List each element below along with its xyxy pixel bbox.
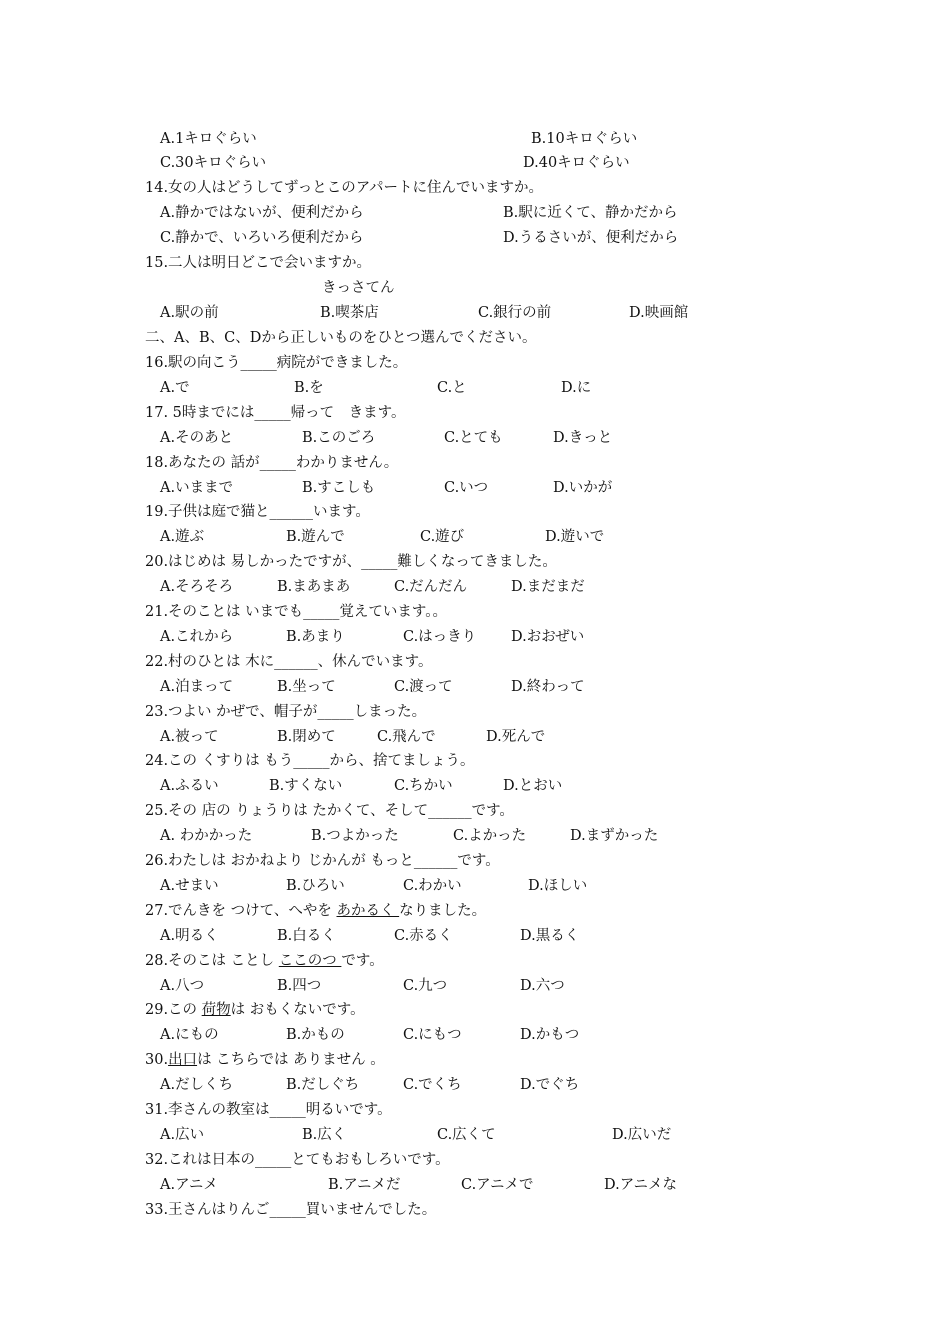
q14-option-d[interactable]: D.うるさいが、便利だから	[503, 230, 679, 246]
q16-option-b[interactable]: B.を	[294, 380, 324, 396]
q18-stem: 18.あなたの 話が_____わかりません。	[145, 455, 399, 471]
q16-question	[0, 351, 950, 373]
q19-option-d[interactable]: D.遊いで	[545, 529, 605, 545]
q22-option-b[interactable]: B.坐って	[277, 679, 336, 695]
q13-option-b[interactable]: B.10キロぐらい	[531, 131, 638, 147]
q32-option-b[interactable]: B.アニメだ	[328, 1177, 401, 1193]
q29-question	[0, 998, 950, 1020]
q30-stem-post: は こちらでは ありません 。	[197, 1052, 385, 1068]
q22-options	[0, 675, 950, 697]
q26-option-c[interactable]: C.わかい	[403, 878, 462, 894]
q27-option-a[interactable]: A.明るく	[160, 928, 219, 944]
q29-option-c[interactable]: C.にもつ	[403, 1027, 462, 1043]
q20-option-d[interactable]: D.まだまだ	[511, 579, 585, 595]
q32-stem: 32.これは日本の_____とてもおもしろいです。	[145, 1152, 450, 1168]
q23-option-d[interactable]: D.死んで	[486, 729, 546, 745]
q31-question	[0, 1098, 950, 1120]
q30-options	[0, 1073, 950, 1095]
q30-stem	[145, 1048, 385, 1069]
q28-option-b[interactable]: B.四つ	[277, 978, 322, 994]
q21-stem: 21.そのことは いまでも_____覚えています。。	[145, 604, 448, 620]
q32-option-a[interactable]: A.アニメ	[160, 1177, 218, 1193]
q21-option-a[interactable]: A.これから	[160, 629, 234, 645]
q14-option-c[interactable]: C.静かで、いろいろ便利だから	[160, 230, 364, 246]
q28-question	[0, 949, 950, 971]
q14-question	[0, 176, 950, 198]
q28-option-c[interactable]: C.九つ	[403, 978, 448, 994]
q17-option-a[interactable]: A.そのあと	[160, 430, 234, 446]
q28-option-a[interactable]: A.八つ	[160, 978, 205, 994]
q24-question	[0, 749, 950, 771]
q14-stem: 14.女の人はどうしてずっとこのアパートに住んでいますか。	[145, 180, 544, 196]
q19-option-a[interactable]: A.遊ぶ	[160, 529, 205, 545]
q22-question	[0, 650, 950, 672]
q33-stem: 33.王さんはりんご_____買いませんでした。	[145, 1202, 437, 1218]
q19-option-c[interactable]: C.遊び	[420, 529, 465, 545]
q25-stem: 25.その 店の りょうりは たかくて、そして______です。	[145, 803, 514, 819]
q21-question	[0, 600, 950, 622]
q23-option-a[interactable]: A.被って	[160, 729, 219, 745]
q19-stem: 19.子供は庭で猫と______います。	[145, 504, 370, 520]
q27-question	[0, 899, 950, 921]
q27-stem	[145, 899, 486, 920]
q30-option-a[interactable]: A.だしくち	[160, 1077, 234, 1093]
q29-stem	[145, 998, 365, 1019]
q15-ruby-row	[0, 276, 950, 298]
q20-option-c[interactable]: C.だんだん	[394, 579, 468, 595]
q16-option-a[interactable]: A.で	[160, 380, 190, 396]
q31-option-d[interactable]: D.広いだ	[612, 1127, 672, 1143]
q18-options	[0, 476, 950, 498]
q16-stem: 16.駅の向こう_____病院ができました。	[145, 355, 408, 371]
q32-question	[0, 1148, 950, 1170]
q13-option-a[interactable]: A.1キロぐらい	[160, 131, 257, 147]
q24-option-c[interactable]: C.ちかい	[394, 778, 453, 794]
q24-option-a[interactable]: A.ふるい	[160, 778, 219, 794]
q13-option-c[interactable]: C.30キロぐらい	[160, 155, 267, 171]
q28-stem-post: です。	[341, 953, 384, 969]
q15-option-b[interactable]: B.喫茶店	[320, 305, 379, 321]
q29-option-b[interactable]: B.かもの	[286, 1027, 345, 1043]
q33-question	[0, 1198, 950, 1220]
q30-question	[0, 1048, 950, 1070]
q31-option-b[interactable]: B.広く	[302, 1127, 347, 1143]
q17-question	[0, 401, 950, 423]
q30-stem-pre: 30.	[145, 1052, 169, 1068]
q22-option-c[interactable]: C.渡って	[394, 679, 453, 695]
q28-stem	[145, 949, 384, 970]
q20-option-b[interactable]: B.まあまあ	[277, 579, 351, 595]
q28-stem-pre: 28.そのこは ことし	[145, 953, 279, 969]
q30-underlined-word: 出口	[168, 1052, 198, 1068]
q23-option-c[interactable]: C.飛んで	[377, 729, 436, 745]
q31-option-c[interactable]: C.広くて	[437, 1127, 496, 1143]
q19-options	[0, 525, 950, 547]
q25-question	[0, 799, 950, 821]
q21-option-d[interactable]: D.おおぜい	[511, 629, 585, 645]
q30-option-b[interactable]: B.だしぐち	[286, 1077, 360, 1093]
q19-question	[0, 500, 950, 522]
q26-options	[0, 874, 950, 896]
q20-stem: 20.はじめは 易しかったですが、_____難しくなってきました。	[145, 554, 557, 570]
q32-option-c[interactable]: C.アニメで	[461, 1177, 534, 1193]
q26-option-b[interactable]: B.ひろい	[286, 878, 345, 894]
q18-option-d[interactable]: D.いかが	[553, 480, 613, 496]
q18-option-b[interactable]: B.すこしも	[302, 480, 376, 496]
q17-option-c[interactable]: C.とても	[444, 430, 503, 446]
q14-options-row2	[0, 226, 950, 248]
q22-option-d[interactable]: D.終わって	[511, 679, 585, 695]
q27-option-c[interactable]: C.赤るく	[394, 928, 453, 944]
q23-question	[0, 700, 950, 722]
q27-underlined-word: あかるく	[336, 903, 400, 919]
q23-option-b[interactable]: B.閉めて	[277, 729, 336, 745]
q13-option-d[interactable]: D.40キロぐらい	[523, 155, 630, 171]
q25-option-c[interactable]: C.よかった	[453, 828, 527, 844]
q13-options-row2	[0, 151, 950, 173]
q24-options	[0, 774, 950, 796]
q16-option-d[interactable]: D.に	[561, 380, 592, 396]
section-2-instruction: 二、A、B、C、Dから正しいものをひとつ選んでください。	[145, 330, 537, 346]
q22-stem: 22.村のひとは 木に______、休んでいます。	[145, 654, 433, 670]
q23-stem: 23.つよい かぜで、帽子が_____しまった。	[145, 704, 427, 720]
q22-option-a[interactable]: A.泊まって	[160, 679, 234, 695]
q15-stem: 15.二人は明日どこで会いますか。	[145, 255, 372, 271]
q30-option-d[interactable]: D.でぐち	[520, 1077, 580, 1093]
q29-stem-pre: 29.この	[145, 1002, 202, 1018]
q19-option-b[interactable]: B.遊んで	[286, 529, 345, 545]
q27-stem-pre: 27.でんきを つけて、へやを	[145, 903, 337, 919]
q29-option-a[interactable]: A.にもの	[160, 1027, 219, 1043]
q15-question	[0, 251, 950, 273]
q29-option-d[interactable]: D.かもつ	[520, 1027, 580, 1043]
q15-option-d[interactable]: D.映画館	[629, 305, 689, 321]
q27-options	[0, 924, 950, 946]
q17-option-b[interactable]: B.このごろ	[302, 430, 376, 446]
q18-question	[0, 451, 950, 473]
q30-option-c[interactable]: C.でくち	[403, 1077, 462, 1093]
q29-options	[0, 1023, 950, 1045]
q25-options	[0, 824, 950, 846]
q21-option-c[interactable]: C.はっきり	[403, 629, 477, 645]
q14-option-b[interactable]: B.駅に近くて、静かだから	[503, 205, 678, 221]
q15-option-a[interactable]: A.駅の前	[160, 305, 219, 321]
q31-stem: 31.李さんの教室は_____明るいです。	[145, 1102, 392, 1118]
q21-options	[0, 625, 950, 647]
q15-option-c[interactable]: C.銀行の前	[478, 305, 552, 321]
q28-options	[0, 974, 950, 996]
section-2-heading	[0, 326, 950, 348]
q16-options	[0, 376, 950, 398]
q24-option-d[interactable]: D.とおい	[503, 778, 563, 794]
q21-option-b[interactable]: B.あまり	[286, 629, 345, 645]
q27-stem-post: なりました。	[399, 903, 487, 919]
q18-option-c[interactable]: C.いつ	[444, 480, 489, 496]
q16-option-c[interactable]: C.と	[437, 380, 467, 396]
q25-option-b[interactable]: B.つよかった	[311, 828, 399, 844]
q29-underlined-word: 荷物	[201, 1002, 231, 1018]
q18-option-a[interactable]: A.いままで	[160, 480, 234, 496]
q26-option-d[interactable]: D.ほしい	[528, 878, 588, 894]
q20-option-a[interactable]: A.そろそろ	[160, 579, 234, 595]
q27-option-b[interactable]: B.白るく	[277, 928, 336, 944]
q24-option-b[interactable]: B.すくない	[269, 778, 343, 794]
q31-option-a[interactable]: A.広い	[160, 1127, 205, 1143]
q15-furigana: きっさてん	[322, 280, 395, 296]
q31-options	[0, 1123, 950, 1145]
q26-question	[0, 849, 950, 871]
q20-question	[0, 550, 950, 572]
q29-stem-post: は おもくないです。	[230, 1002, 365, 1018]
q17-options	[0, 426, 950, 448]
q25-option-d[interactable]: D.まずかった	[570, 828, 659, 844]
q17-stem: 17. 5時までには_____帰って きます。	[145, 405, 406, 421]
q24-stem: 24.この くすりは もう_____から、捨てましょう。	[145, 753, 475, 769]
q26-stem: 26.わたしは おかねより じかんが もっと______です。	[145, 853, 500, 869]
q27-option-d[interactable]: D.黒るく	[520, 928, 580, 944]
q23-options	[0, 725, 950, 747]
q25-option-a[interactable]: A. わかかった	[160, 828, 253, 844]
q20-options	[0, 575, 950, 597]
q28-underlined-word: ここのつ	[278, 953, 342, 969]
q13-options-row1	[0, 127, 950, 149]
q14-option-a[interactable]: A.静かではないが、便利だから	[160, 205, 364, 221]
q32-options	[0, 1173, 950, 1195]
q28-option-d[interactable]: D.六つ	[520, 978, 565, 994]
q26-option-a[interactable]: A.せまい	[160, 878, 219, 894]
q17-option-d[interactable]: D.きっと	[553, 430, 613, 446]
q15-options	[0, 301, 950, 323]
q32-option-d[interactable]: D.アニメな	[604, 1177, 677, 1193]
q14-options-row1	[0, 201, 950, 223]
